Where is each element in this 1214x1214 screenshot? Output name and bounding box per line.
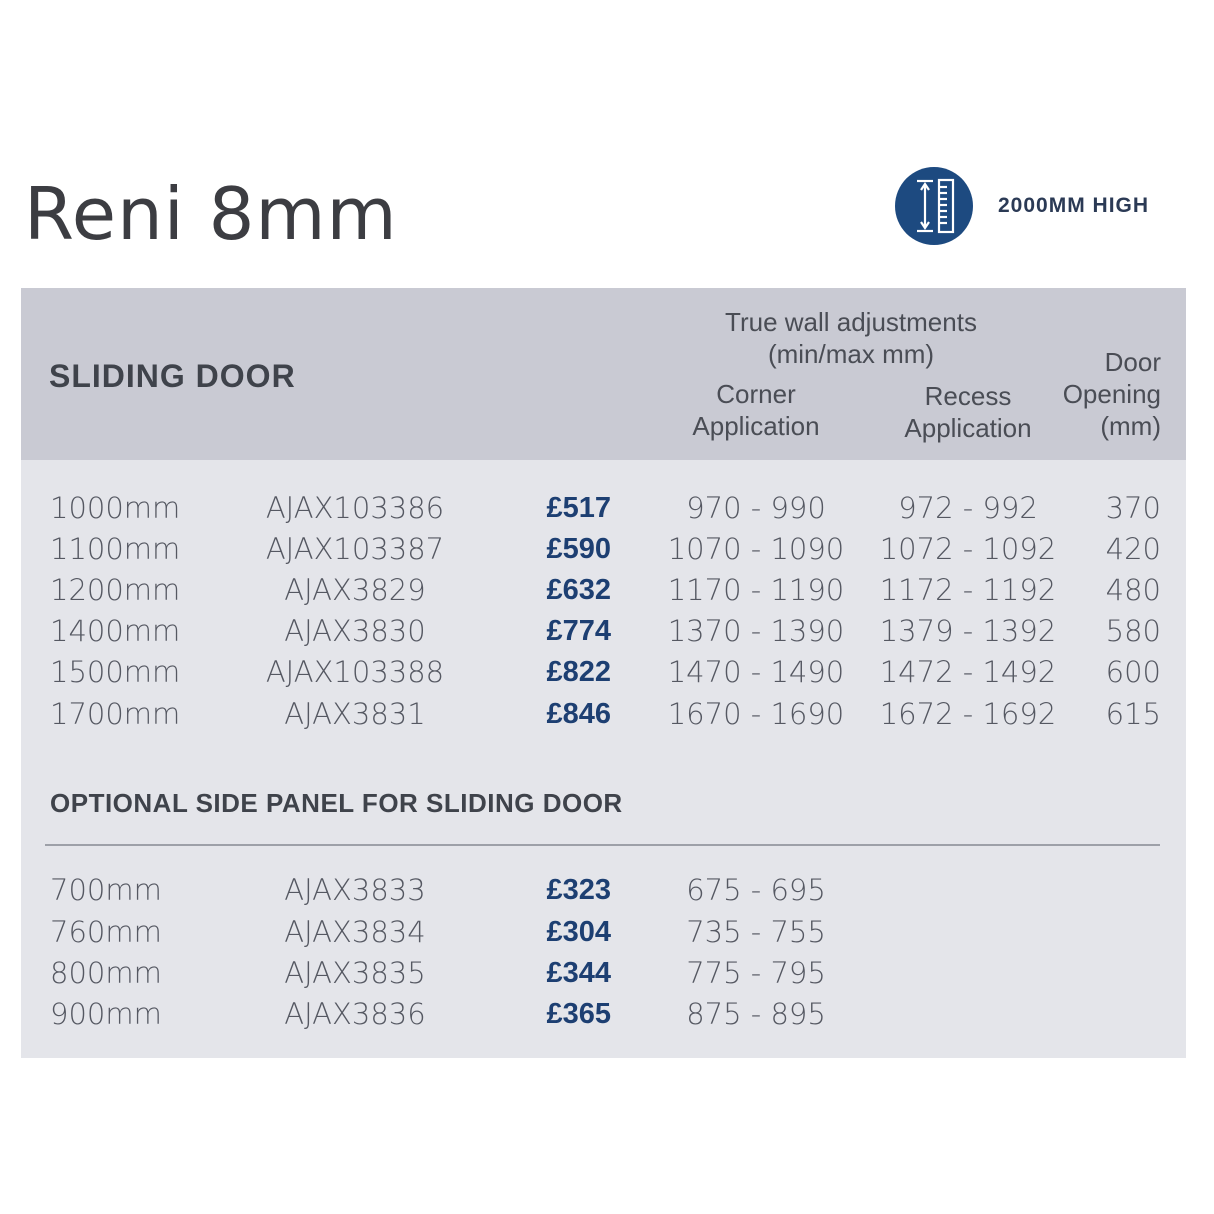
price-cell: £846: [546, 698, 611, 730]
size-cell: 800mm: [50, 956, 162, 990]
opening-cell: 370: [1105, 491, 1161, 525]
size-cell: 1400mm: [50, 614, 181, 648]
opening-cell: 480: [1105, 573, 1161, 607]
code-cell: AJAX3830: [284, 614, 426, 648]
corner-cell: 1670 - 1690: [667, 697, 845, 731]
table-row: [21, 870, 1186, 911]
table-row: [21, 953, 1186, 994]
opening-cell: 615: [1105, 697, 1161, 731]
header-min-max: (min/max mm): [767, 339, 935, 369]
price-cell: £822: [546, 656, 611, 688]
code-cell: AJAX3836: [284, 997, 426, 1031]
corner-cell: 1370 - 1390: [667, 614, 845, 648]
corner-cell: 735 - 755: [686, 915, 826, 949]
code-cell: AJAX103388: [265, 655, 445, 689]
recess-cell: 1172 - 1192: [879, 573, 1057, 607]
table-row: [21, 488, 1186, 529]
price-cell: £774: [546, 615, 611, 647]
header-door-line1: Door: [1104, 347, 1161, 377]
size-cell: 900mm: [50, 997, 162, 1031]
sliding-door-section-title: SLIDING DOOR: [49, 358, 296, 394]
code-cell: AJAX3829: [284, 573, 426, 607]
page-title: Reni 8mm: [24, 172, 398, 256]
size-cell: 1100mm: [50, 532, 181, 566]
section-divider: [45, 844, 1160, 846]
price-table-panel: [21, 288, 1186, 1058]
corner-cell: 775 - 795: [686, 956, 826, 990]
height-ruler-icon: [895, 167, 973, 245]
table-row: [21, 570, 1186, 611]
opening-cell: 600: [1105, 655, 1161, 689]
size-cell: 760mm: [50, 915, 162, 949]
table-header-band: [21, 288, 1186, 460]
recess-cell: 1379 - 1392: [879, 614, 1057, 648]
code-cell: AJAX103386: [265, 491, 445, 525]
code-cell: AJAX103387: [265, 532, 445, 566]
price-cell: £344: [546, 957, 611, 989]
recess-cell: 1672 - 1692: [879, 697, 1057, 731]
price-cell: £517: [546, 492, 611, 524]
price-cell: £632: [546, 574, 611, 606]
price-cell: £304: [546, 916, 611, 948]
recess-cell: 1072 - 1092: [879, 532, 1057, 566]
corner-cell: 1170 - 1190: [667, 573, 845, 607]
corner-cell: 1070 - 1090: [667, 532, 845, 566]
corner-cell: 970 - 990: [686, 491, 826, 525]
price-cell: £323: [546, 874, 611, 906]
code-cell: AJAX3831: [284, 697, 426, 731]
size-cell: 1200mm: [50, 573, 181, 607]
recess-cell: 972 - 992: [898, 491, 1038, 525]
size-cell: 1500mm: [50, 655, 181, 689]
height-label: 2000MM HIGH: [998, 194, 1150, 217]
header-door-line3: (mm): [1100, 411, 1161, 441]
code-cell: AJAX3835: [284, 956, 426, 990]
height-badge: [895, 167, 1149, 245]
opening-cell: 580: [1105, 614, 1161, 648]
price-cell: £365: [546, 998, 611, 1030]
corner-cell: 675 - 695: [686, 873, 826, 907]
size-cell: 1700mm: [50, 697, 181, 731]
side-panel-section-title: OPTIONAL SIDE PANEL FOR SLIDING DOOR: [50, 788, 623, 818]
opening-cell: 420: [1105, 532, 1161, 566]
table-row: [21, 529, 1186, 570]
recess-cell: 1472 - 1492: [879, 655, 1057, 689]
code-cell: AJAX3833: [284, 873, 426, 907]
table-row: [21, 694, 1186, 735]
size-cell: 1000mm: [50, 491, 181, 525]
table-row: [21, 611, 1186, 652]
corner-cell: 875 - 895: [686, 997, 826, 1031]
table-row: [21, 652, 1186, 693]
header-corner-line2: Application: [692, 411, 820, 441]
corner-cell: 1470 - 1490: [667, 655, 845, 689]
table-row: [21, 994, 1186, 1035]
header-recess-line1: Recess: [924, 381, 1012, 411]
header-true-wall: True wall adjustments: [725, 307, 977, 337]
header-door-line2: Opening: [1062, 379, 1161, 409]
code-cell: AJAX3834: [284, 915, 426, 949]
header-corner-line1: Corner: [716, 379, 796, 409]
price-cell: £590: [546, 533, 611, 565]
table-row: [21, 912, 1186, 953]
header-recess-line2: Application: [904, 413, 1032, 443]
size-cell: 700mm: [50, 873, 162, 907]
